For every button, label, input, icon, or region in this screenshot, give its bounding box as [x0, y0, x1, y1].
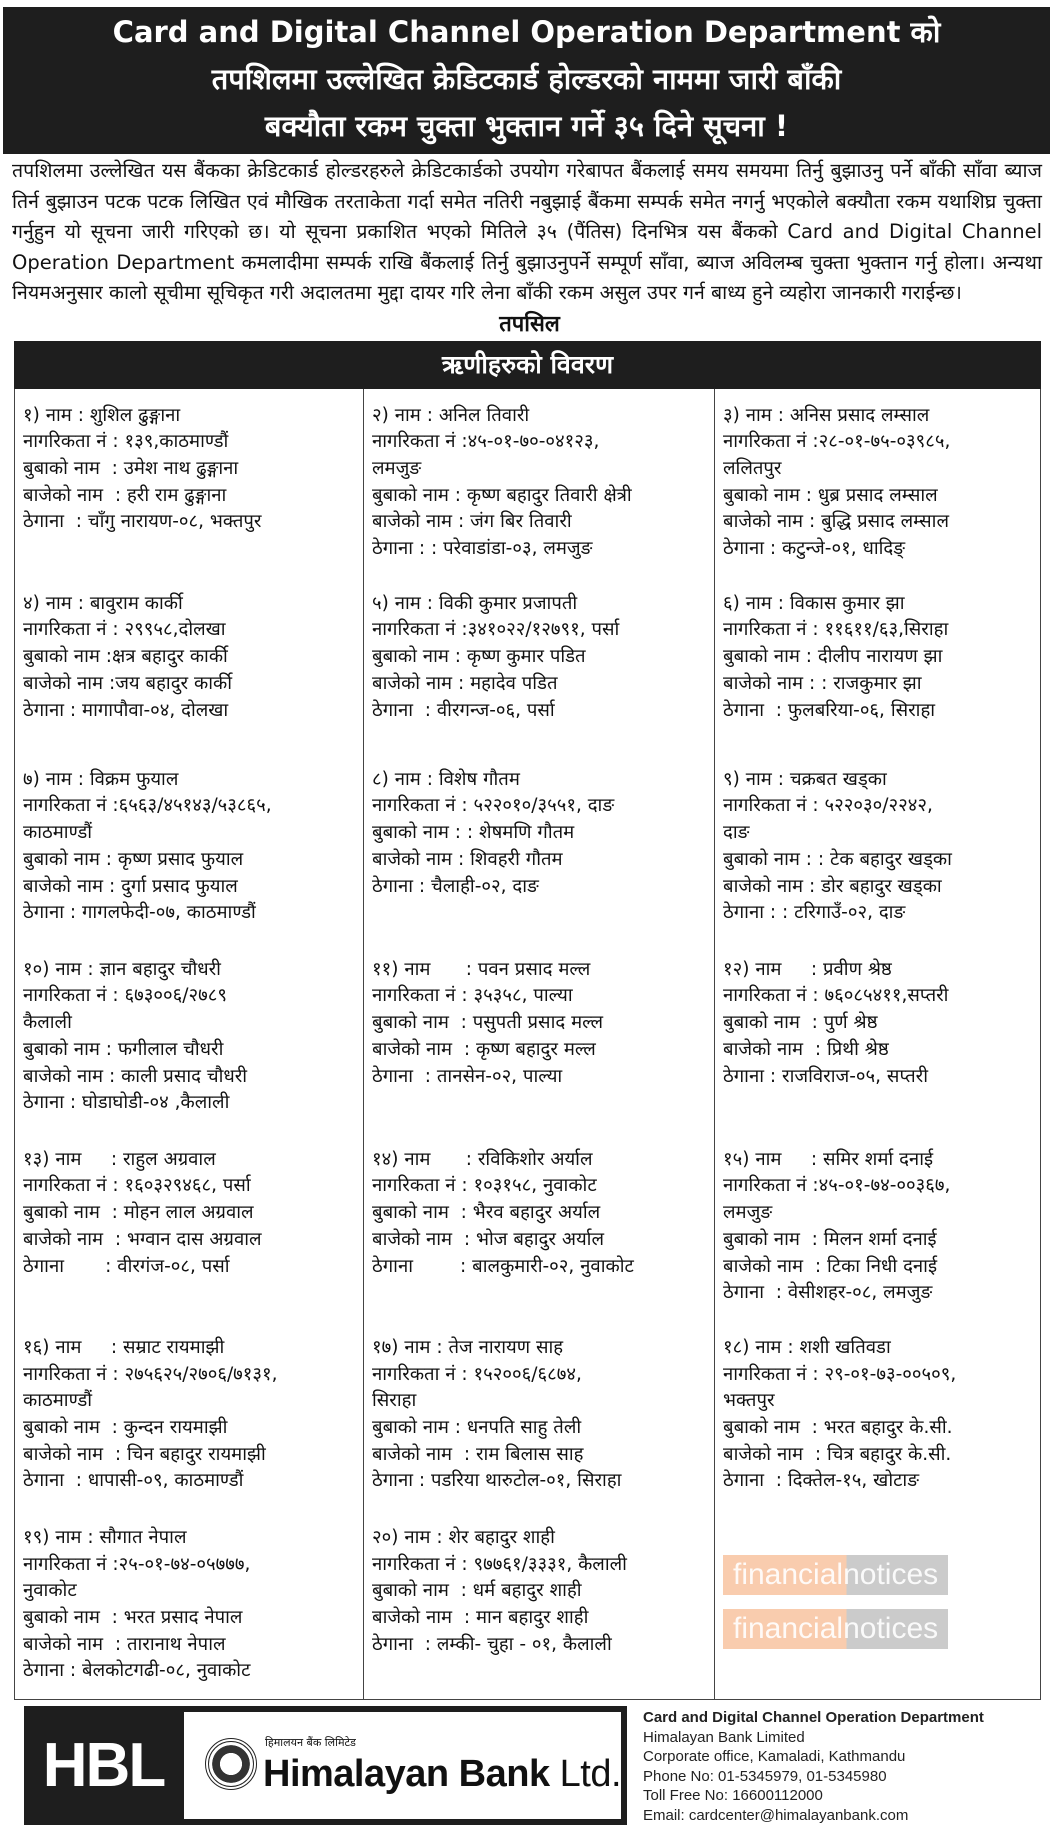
debtor-table	[14, 389, 1041, 1701]
debtor-field: नागरिकता नं : ५२२०१०/३५५१, दाङ	[372, 795, 615, 817]
debtor-field: बाजेको नाम : चित्र बहादुर के.सी.	[723, 1443, 952, 1465]
debtor-field: बुबाको नाम : : शेषमणि गौतम	[372, 822, 575, 844]
debtor-entry	[714, 1133, 1042, 1321]
debtor-field: ठेगाना : बेलकोटगढी-०८, नुवाकोट	[23, 1660, 251, 1682]
debtor-field: नागरिकता नं : १३९,काठमाण्डौं	[23, 431, 229, 453]
debtor-field: बाजेको नाम : : राजकुमार झा	[723, 672, 922, 694]
debtor-field: बाजेको नाम : बुद्धि प्रसाद लम्साल	[723, 511, 950, 533]
debtor-field: बुबाको नाम :क्षत्र बहादुर कार्की	[23, 646, 228, 668]
debtor-field: ठेगाना : गागलफेदी-०७, काठमाण्डौं	[23, 902, 256, 924]
empty-cell	[714, 1511, 1042, 1699]
debtor-field: नागरिकता नं :४५-०१-७०-०४१२३,	[372, 431, 600, 453]
debtor-entry	[714, 577, 1042, 753]
contact-title: Card and Digital Channel Operation Department	[643, 1709, 984, 1727]
debtor-field: ठेगाना : दिक्तेल-१५, खोटाङ	[723, 1470, 920, 1492]
debtor-field: १७) नाम : तेज नारायण साह	[372, 1336, 564, 1358]
debtor-field: बाजेको नाम : तारानाथ नेपाल	[23, 1633, 226, 1655]
debtor-entry	[363, 1133, 714, 1321]
debtor-field: नागरिकता नं : ५२२०३०/२२४२,	[723, 795, 933, 817]
debtor-field: बुबाको नाम : भरत प्रसाद नेपाल	[23, 1607, 243, 1629]
debtor-field: बाजेको नाम : भोज बहादुर अर्याल	[372, 1228, 605, 1250]
debtor-field: बुबाको नाम : उमेश नाथ ढुङ्गाना	[23, 457, 239, 479]
debtor-entry	[363, 1321, 714, 1511]
debtor-field: बाजेको नाम : दुर्गा प्रसाद फुयाल	[23, 875, 238, 897]
logo-name-light: Ltd.	[559, 1753, 622, 1796]
header-line: तपशिलमा उल्लेखित क्रेडिटकार्ड होल्डरको नाममा जारी बाँकी	[211, 62, 842, 96]
debtor-field: ८) नाम : विशेष गौतम	[372, 768, 520, 790]
debtor-field: नागरिकता नं : ६७३००६/२७८९	[23, 985, 227, 1007]
intro-paragraph: तपशिलमा उल्लेखित यस बैंकका क्रेडिटकार्ड होल्डरहरुले क्रेडिटकार्डको उपयोग गरेबापत बैंकलाई समय समयमा तिर्नु बुझाउनु पर्ने बाँकी साँवा ब्याज तिर्न बुझाउन पटक पटक लिखित एवं मौखिक तरताकेता गर्दा समेत नतिरी नबुझाई बैंकमा सम्पर्क समेत नगर्नु भएकोले बक्यौता रकम यथाशिघ्र चुक्ता गर्नुहुन यो सूचना जारी गरिएको छ। यो सूचना प्रकाशित भएको मितिले ३५ (पैंतिस) दिनभित्र यस बैंकको Card and Digital Channel Operation Department कमलादीमा सम्पर्क राखि बैंकलाई तिर्नु बुझाउनुपर्ने सम्पूर्ण साँवा, ब्याज अविलम्ब चुक्ता भुक्तान गर्नु होला। अन्यथा नियमअनुसार कालो सूचीमा सूचिकृत गरी अदालतमा मुद्दा दायर गरि लेना बाँकी रकम असुल उपर गर्न बाध्य हुने व्यहोरा जानकारी गराईन्छ।	[12, 159, 1042, 304]
debtor-field: ७) नाम : विक्रम फुयाल	[23, 768, 179, 790]
debtor-field: ठेगाना : : परेवाडांडा-०३, लमजुङ	[372, 538, 593, 560]
debtor-field: काठमाण्डौं	[23, 1390, 93, 1412]
debtor-field: नागरिकता नं : २९९५८,दोलखा	[23, 619, 226, 641]
debtor-field: नागरिकता नं : १५२००६/६८७४,	[372, 1363, 582, 1385]
header-line: Card and Digital Channel Operation Department को	[112, 15, 941, 49]
debtor-field: बुबाको नाम : भरत बहादुर के.सी.	[723, 1417, 953, 1439]
debtor-field: नागरिकता नं :४५-०१-७४-००३६७,	[723, 1175, 951, 1197]
footer	[0, 1706, 1059, 1836]
debtor-field: लमजुङ	[723, 1202, 773, 1224]
debtor-field: बाजेको नाम : कृष्ण बहादुर मल्ल	[372, 1038, 596, 1060]
debtor-field: बुबाको नाम : पसुपती प्रसाद मल्ल	[372, 1012, 604, 1034]
notice-header	[3, 7, 1050, 154]
debtor-field: ठेगाना : कटुन्जे-०१, धादिङ्	[723, 538, 906, 560]
debtor-entry	[15, 1133, 363, 1321]
debtor-field: ठेगाना : घोडाघोडी-०४ ,कैलाली	[23, 1092, 230, 1114]
debtor-field: २०) नाम : शेर बहादुर शाही	[372, 1526, 555, 1548]
debtor-field: बुबाको नाम : धर्म बहादुर शाही	[372, 1580, 582, 1602]
logo-nepali-name: हिमालयन बैंक लिमिटेड	[265, 1736, 356, 1750]
debtor-field: बाजेको नाम : महादेव पडित	[372, 672, 558, 694]
debtor-field: बुबाको नाम : पुर्ण श्रेष्ठ	[723, 1012, 878, 1034]
logo-name-bold: Himalayan Bank	[263, 1753, 550, 1796]
debtor-field: ठेगाना : वेसीशहर-०८, लमजुङ	[723, 1282, 933, 1304]
debtor-field: ४) नाम : बावुराम कार्की	[23, 592, 183, 614]
debtor-field: १२) नाम : प्रवीण श्रेष्ठ	[723, 958, 892, 980]
debtor-field: नागरिकता नं : १०३१५८, नुवाकोट	[372, 1175, 597, 1197]
debtor-field: बुबाको नाम : कृष्ण प्रसाद फुयाल	[23, 848, 244, 870]
debtor-field: कैलाली	[23, 1012, 72, 1034]
debtor-field: ३) नाम : अनिस प्रसाद लम्साल	[723, 404, 930, 426]
debtor-field: बाजेको नाम : टिका निधी दनाई	[723, 1255, 938, 1277]
debtor-field: ललितपुर	[723, 457, 782, 479]
bank-seal-icon	[205, 1738, 257, 1790]
hbl-logo-text: HBL	[42, 1731, 165, 1801]
debtor-field: ठेगाना : वीरगन्ज-०६, पर्सा	[372, 699, 555, 721]
details-heading: तपसिल	[499, 311, 560, 337]
debtor-field: ठेगाना : फुलबरिया-०६, सिराहा	[723, 699, 936, 721]
debtor-field: बाजेको नाम : काली प्रसाद चौधरी	[23, 1065, 248, 1087]
contact-line: Corporate office, Kamaladi, Kathmandu	[643, 1748, 906, 1766]
debtor-entry	[363, 943, 714, 1133]
debtor-field: १८) नाम : शशी खतिवडा	[723, 1336, 891, 1358]
debtor-field: ठेगाना : चैलाही-०२, दाङ	[372, 875, 539, 897]
debtor-entry	[363, 577, 714, 753]
debtor-field: १३) नाम : राहुल अग्रवाल	[23, 1148, 216, 1170]
watermark-group	[723, 1525, 1036, 1649]
debtor-entry	[363, 1511, 714, 1699]
debtor-field: बाजेको नाम : जंग बिर तिवारी	[372, 511, 572, 533]
debtor-field: १४) नाम : रविकिशोर अर्याल	[372, 1148, 593, 1170]
debtor-field: ठेगाना : बालकुमारी-०२, नुवाकोट	[372, 1255, 634, 1277]
debtor-field: बाजेको नाम : राम बिलास साह	[372, 1443, 584, 1465]
debtor-field: नागरिकता नं : १६०३२९४६८, पर्सा	[23, 1175, 251, 1197]
debtor-entry	[15, 389, 363, 577]
debtor-field: बुबाको नाम : मिलन शर्मा दनाई	[723, 1228, 937, 1250]
debtor-entry	[714, 943, 1042, 1133]
debtor-field: ११) नाम : पवन प्रसाद मल्ल	[372, 958, 591, 980]
debtor-field: १) नाम : शुशिल ढुङ्गाना	[23, 404, 181, 426]
debtor-entry	[15, 1511, 363, 1699]
contact-line: Himalayan Bank Limited	[643, 1728, 805, 1746]
debtor-field: बाजेको नाम : शिवहरी गौतम	[372, 848, 563, 870]
debtor-field: ठेगाना : पडरिया थारुटोल-०१, सिराहा	[372, 1470, 622, 1492]
debtor-field: बुबाको नाम : मोहन लाल अग्रवाल	[23, 1202, 254, 1224]
debtor-field: बुबाको नाम : धुब्र प्रसाद लम्साल	[723, 484, 938, 506]
logo-bank-name	[263, 1752, 621, 1796]
debtor-field: ९) नाम : चक्रबत खड्का	[723, 768, 887, 790]
debtor-entry	[15, 577, 363, 753]
debtor-entry	[363, 389, 714, 577]
debtor-field: नागरिकता नं : ९७७६१/३३३१, कैलाली	[372, 1553, 627, 1575]
debtor-field: ठेगाना : तानसेन-०२, पाल्या	[372, 1065, 563, 1087]
debtor-field: बाजेको नाम : हरी राम ढुङ्गाना	[23, 484, 227, 506]
debtor-field: बुबाको नाम : धनपति साहु तेली	[372, 1417, 582, 1439]
debtor-field: १९) नाम : सौगात नेपाल	[23, 1526, 187, 1548]
debtor-field: नागरिकता नं : ७६०८५४११,सप्तरी	[723, 985, 949, 1007]
debtor-field: १६) नाम : सम्राट रायमाझी	[23, 1336, 225, 1358]
debtor-field: बुबाको नाम : फगीलाल चौधरी	[23, 1038, 224, 1060]
contact-line: Phone No: 01-5345979, 01-5345980	[643, 1767, 887, 1785]
contact-line: Toll Free No: 16600112000	[643, 1787, 823, 1805]
debtor-field: बाजेको नाम : डोर बहादुर खड्का	[723, 875, 942, 897]
debtor-entry	[15, 753, 363, 943]
debtor-field: नागरिकता नं : ३५३५८, पाल्या	[372, 985, 573, 1007]
debtor-field: बुबाको नाम : दीलीप नारायण झा	[723, 646, 943, 668]
debtor-field: ठेगाना : चाँगु नारायण-०८, भक्तपुर	[23, 511, 262, 533]
table-title: ऋणीहरुको विवरण	[14, 341, 1041, 389]
debtor-field: बुबाको नाम : कृष्ण बहादुर तिवारी क्षेत्री	[372, 484, 632, 506]
debtor-entry	[15, 943, 363, 1133]
debtor-field: लमजुङ	[372, 457, 422, 479]
debtor-field: ६) नाम : विकास कुमार झा	[723, 592, 905, 614]
debtor-field: नागरिकता नं :३४१०२२/१२७९१, पर्सा	[372, 619, 620, 641]
debtor-field: ठेगाना : वीरगंज-०८, पर्सा	[23, 1255, 230, 1277]
debtor-field: ५) नाम : विकी कुमार प्रजापती	[372, 592, 578, 614]
debtor-entry	[714, 753, 1042, 943]
debtor-field: बाजेको नाम : चिन बहादुर रायमाझी	[23, 1443, 266, 1465]
debtor-field: बुबाको नाम : कुन्दन रायमाझी	[23, 1417, 228, 1439]
debtor-field: दाङ	[723, 822, 750, 844]
debtor-field: बाजेको नाम : प्रिथी श्रेष्ठ	[723, 1038, 889, 1060]
contact-block	[643, 1708, 984, 1825]
debtor-field: नागरिकता नं : २७५६२५/२७०६/७१३१,	[23, 1363, 278, 1385]
debtor-field: सिराहा	[372, 1390, 417, 1412]
debtor-field: नागरिकता नं :२८-०१-७५-०३९८५,	[723, 431, 951, 453]
debtor-field: बाजेको नाम :जय बहादुर कार्की	[23, 672, 232, 694]
debtor-field: बुबाको नाम : कृष्ण कुमार पडित	[372, 646, 586, 668]
debtor-field: नागरिकता नं : ११६११/६३,सिराहा	[723, 619, 949, 641]
debtor-field: १०) नाम : ज्ञान बहादुर चौधरी	[23, 958, 221, 980]
debtor-field: २) नाम : अनिल तिवारी	[372, 404, 530, 426]
watermark: financialnotices	[723, 1555, 948, 1595]
debtor-field: १५) नाम : समिर शर्मा दनाई	[723, 1148, 934, 1170]
debtor-field: ठेगाना : लम्की- चुहा - ०१, कैलाली	[372, 1633, 612, 1655]
debtor-entry	[15, 1321, 363, 1511]
debtor-field: नागरिकता नं :६५६३/४५१४३/५३८६५,	[23, 795, 272, 817]
debtor-field: बाजेको नाम : मान बहादुर शाही	[372, 1607, 589, 1629]
debtor-field: बुबाको नाम : : टेक बहादुर खड्का	[723, 848, 952, 870]
contact-email[interactable]: Email: cardcenter@himalayanbank.com	[643, 1806, 909, 1824]
debtor-entry	[714, 1321, 1042, 1511]
debtor-entry	[363, 753, 714, 943]
watermark: financialnotices	[723, 1609, 948, 1649]
debtor-field: ठेगाना : धापासी-०९, काठमाण्डौं	[23, 1470, 244, 1492]
debtor-field: ठेगाना : : टरिगाउँ-०२, दाङ	[723, 902, 906, 924]
debtor-field: ठेगाना : राजविराज-०५, सप्तरी	[723, 1065, 929, 1087]
debtor-field: बुबाको नाम : भैरव बहादुर अर्याल	[372, 1202, 601, 1224]
debtor-field: काठमाण्डौं	[23, 822, 93, 844]
debtor-field: नागरिकता नं :२५-०१-७४-०५७७७,	[23, 1553, 251, 1575]
header-line: बक्यौता रकम चुक्ता भुक्तान गर्ने ३५ दिने सूचना !	[264, 109, 789, 143]
debtor-field: ठेगाना : मागापौवा-०४, दोलखा	[23, 699, 229, 721]
debtor-entry	[714, 389, 1042, 577]
debtor-field: भक्तपुर	[723, 1390, 775, 1412]
debtor-field: नागरिकता नं : २९-०१-७३-००५०९,	[723, 1363, 957, 1385]
debtor-field: नुवाकोट	[23, 1580, 77, 1602]
debtor-field: बाजेको नाम : भग्वान दास अग्रवाल	[23, 1228, 262, 1250]
